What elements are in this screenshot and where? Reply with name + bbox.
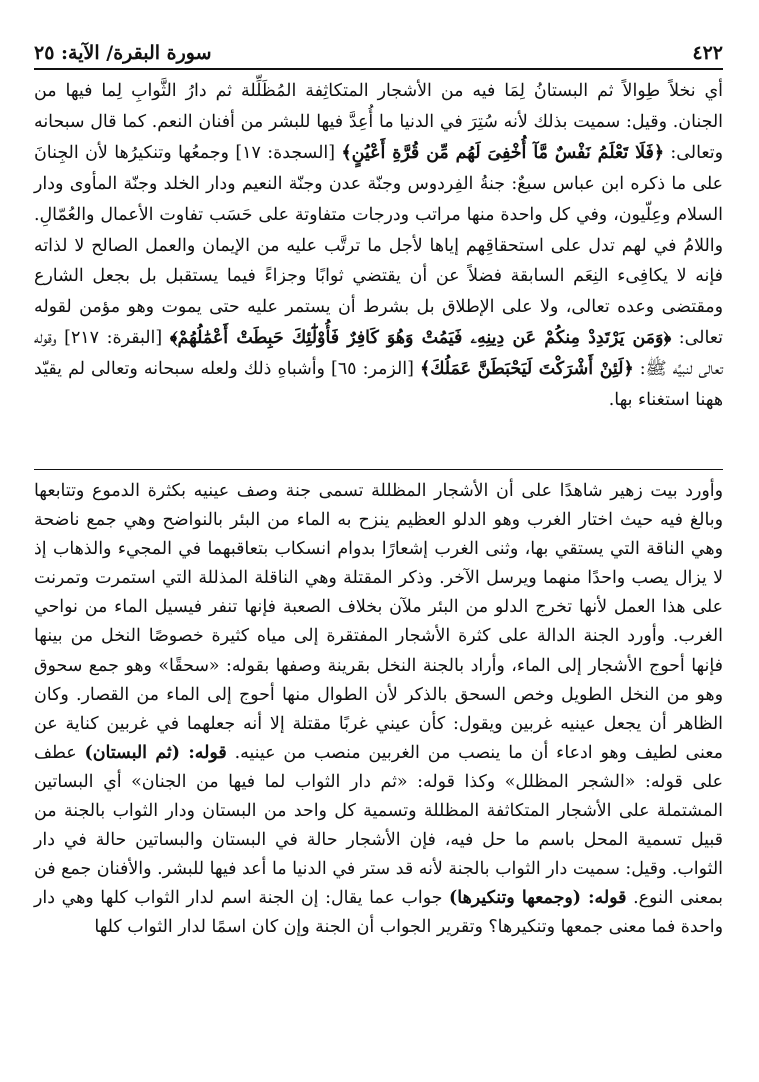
commentary-text-part: وأورد بيت زهير شاهدًا على أن الأشجار المظللة تسمى جنة وصف عينيه بكثرة الدموع وتتابعها وبالغ فيه حيث اختار الغرب وهو الدلو العظيم ينزح به الماء من البئر بالنواضح وهي جمع ناضحة وهي الناقة التي يستقي بها، وثنى الغرب إشعارًا بدوام انسكاب بتعاقبهما في المجيء والذهاب إذ لا يزال يصب واحدًا منهما ويرسل الآخر. وذكر المقتلة وهي الناقلة المذللة التي استمرت وتمرنت على هذا العمل لأنها تخرج الدلو من البئر ملآن بخلاف الصعبة فإنها تنفر فيسيل الماء من نواحي الغرب. وأورد الجنة الدالة على كثرة الأشجار المفتقرة إلى مياه كثيرة خصوصًا النخل من بينها فإنها أحوج الأشجار إلى الماء، وأراد بالجنة النخل بقرينة وصفها بقوله: «سحقًا» وهو جمع سحوق وهو من النخل الطويل وخص السحق بالذكر لأن الطوال منها أحوج إلى الماء من القصار. وكان الظاهر أن يجعل عينيه غربين ويقول: كأن عيني غربًا مقتلة إلا أنه جعلهما في غربين كناية عن معنى لطيف وهو ادعاء أن ما ينصب من الغربين منصب من عينيه.: [34, 481, 723, 763]
page-header: [34, 30, 723, 70]
commentary-text-part: عطف على قوله: «الشجر المظلل» وكذا قوله: «ثم دار الثواب لما فيها من الجنان» أي البساتين المشتملة على الأشجار المتكاثفة المظللة وتسمية كل واحد من البستان ودار الثواب بالجنة من قبيل تسمية المحل باسم ما حل فيه، فإن الأشجار حالة في البستان والبساتين حالة في دار الثواب. وقيل: سميت دار الثواب بالجنة لأنه قد ستر في الدنيا ما أعد فيها للبشر. والأفنان جمع فن بمعنى النوع.: [34, 742, 723, 909]
main-paragraph: [34, 76, 723, 416]
main-text: [34, 76, 723, 416]
quran-verse: ﴿وَمَن يَرْتَدِدْ مِنكُمْ عَن دِينِهِۦ فَيَمُتْ وَهُوَ كَافِرٌ فَأُوْلَٰٓئِكَ حَبِطَتْ أَعْمَٰلُهُمْ﴾: [169, 328, 672, 349]
commentary-text: [34, 477, 723, 943]
main-text-part: [السجدة: ١٧] وجمعُها وتنكيرُها لأن الجِنانَ على ما ذكره ابن عباس سبعٌ: جنةُ الفِردوس وجنّة عدن وجنّة النعيم ودار الخلد وجنّة المأوى ودار السلام وعِلّيون، وفي كل واحدة منها مراتب ودرجات متفاوتة على حَسَب تفاوت الأعمال والعُمّالِ. واللامُ في لهم تدل على استحقاقِهم إياها لأجل ما ترتَّب عليه من الإيمان والعمل الصالح لا لذاته فإنه لا يكافِىء النِعَم السابقة فضلاً عن أن يقتضي ثوابًا وجزاءً فيما يستقبل بل بجعل الشارع ومقتضى وعده تعالى، ولا على الإطلاق بل بشرط أن يستمر عليه حتى يموت وهو مؤمن لقوله تعالى:: [34, 142, 723, 349]
surah-reference: سورة البقرة/ الآية: ٢٥: [34, 42, 212, 64]
quran-verse: ﴿لَئِنْ أَشْرَكْتَ لَيَحْبَطَنَّ عَمَلُكَ﴾: [419, 359, 634, 380]
commentary-paragraph: [34, 477, 723, 943]
quran-verse: ﴿فَلَا تَعْلَمُ نَفْسٌ مَّآ أُخْفِىَ لَهُم مِّن قُرَّةِ أَعْيُنٍ﴾: [341, 142, 665, 163]
footnote-divider: [34, 469, 723, 470]
main-text-part: أي نخلاً طِوالاً ثم البستانُ لِمَا فيه من الأشجار المتكاثِفة المُظَلِّلة ثم دارُ الثَّوابِ لِما فيها من الجنان. وقيل: سميت بذلك لأنه سُتِرَ في الدنيا ما أُعِدَّ فيها للبشر من أفنان النعم. كما قال سبحانه وتعالى:: [34, 81, 724, 163]
commentary-label: قوله: (وجمعها وتنكيرها): [449, 888, 627, 909]
commentary-label: قوله: (ثم البستان): [84, 742, 227, 763]
main-text-part: [البقرة: ٢١٧] وقوله تعالى لنبيِّه ﷺ:: [34, 328, 723, 380]
commentary-text-part: جواب عما يقال: إن الجنة اسم لدار الثواب كلها وهي دار واحدة فما معنى جمعها وتنكيرها؟ وتقرير الجواب أن الجنة وإن كان اسمًا لدار الثواب كلها: [34, 888, 723, 938]
page-number: ٤٢٢: [692, 42, 723, 64]
main-text-part: [الزمر: ٦٥] وأشباهِ ذلك ولعله سبحانه وتعالى لم يقيّد ههنا استغناء بها.: [34, 359, 723, 411]
